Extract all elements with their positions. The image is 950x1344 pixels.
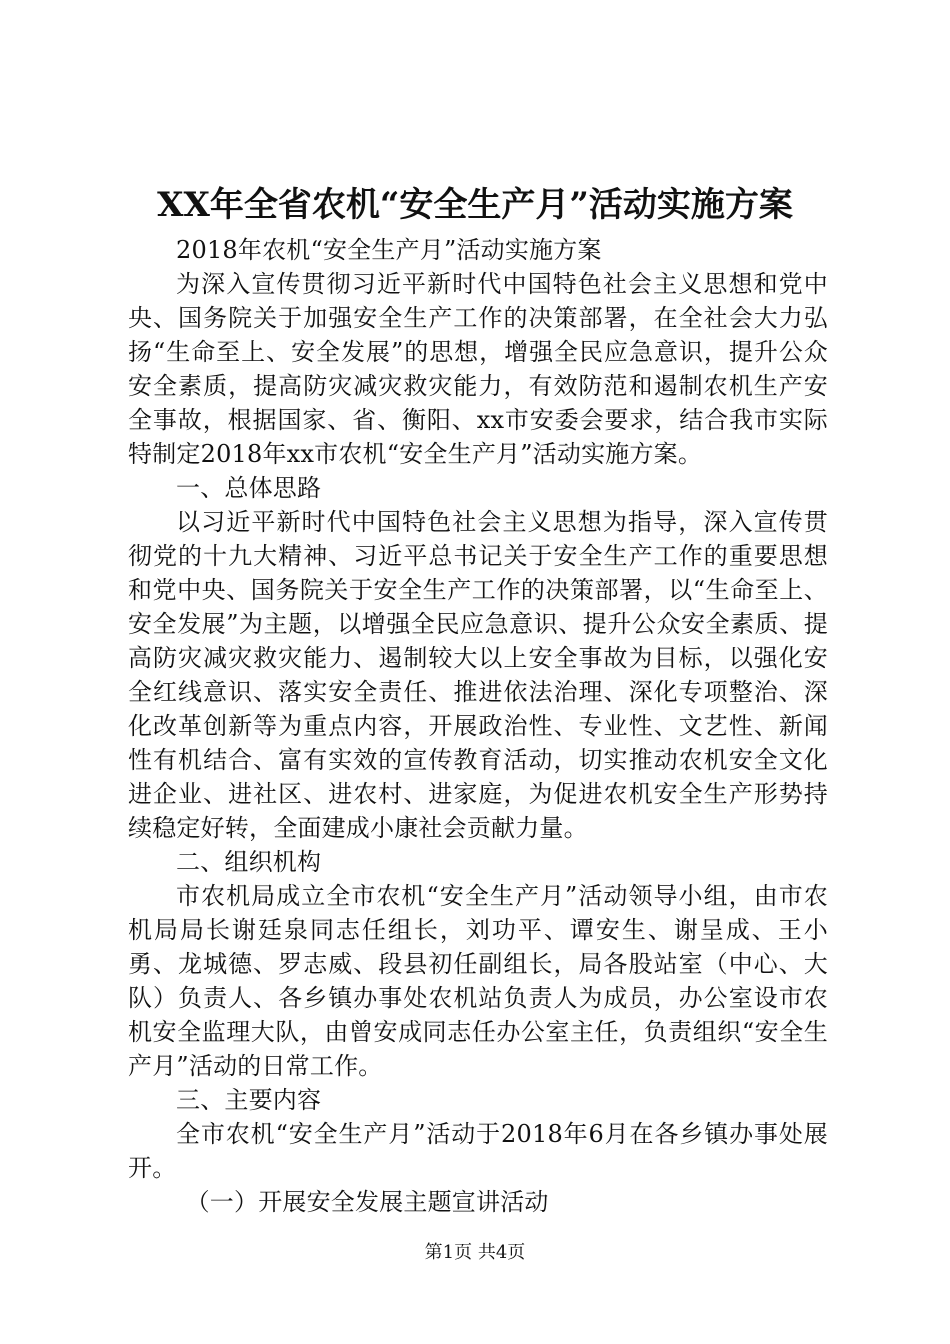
organization-paragraph: 市农机局成立全市农机“安全生产月”活动领导小组，由市农机局局长谢廷泉同志任组长，刘功平、谭安生、谢呈成、王小勇、龙城德、罗志威、段县初任副组长，局各股站室（中心、大队）负责人、各乡镇办事处农机站负责人为成员，办公室设市农机安全监理大队，由曾安成同志任办公室主任，负责组织“安全生产月”活动的日常工作。 — [128, 882, 828, 1080]
page-footer: 第1页 共4页 — [424, 1242, 526, 1263]
subsection-heading-1: （一）开展安全发展主题宣讲活动 — [185, 1188, 549, 1216]
intro-paragraph: 为深入宣传贯彻习近平新时代中国特色社会主义思想和党中央、国务院关于加强安全生产工作的决策部署，在全社会大力弘扬“生命至上、安全发展”的思想，增强全民应急意识，提升公众安全素质，提高防灾减灾救灾能力，有效防范和遏制农机生产安全事故，根据国家、省、衡阳、xx市安委会要求，结合我市实际特制定2018年xx市农机“安全生产月”活动实施方案。 — [128, 270, 828, 468]
section-heading-overall-approach: 一、总体思路 — [176, 474, 322, 502]
section-heading-main-content: 三、主要内容 — [176, 1086, 322, 1114]
document-body — [128, 233, 828, 1219]
main-content-paragraph: 全市农机“安全生产月”活动于2018年6月在各乡镇办事处展开。 — [128, 1120, 828, 1182]
subtitle-paragraph: 2018年农机“安全生产月”活动实施方案 — [176, 236, 602, 264]
overall-approach-paragraph: 以习近平新时代中国特色社会主义思想为指导，深入宣传贯彻党的十九大精神、习近平总书记关于安全生产工作的重要思想和党中央、国务院关于安全生产工作的决策部署，以“生命至上、安全发展”为主题，以增强全民应急意识、提升公众安全素质、提高防灾减灾救灾能力、遏制较大以上安全事故为目标，以强化安全红线意识、落实安全责任、推进依法治理、深化专项整治、深化改革创新等为重点内容，开展政治性、专业性、文艺性、新闻性有机结合、富有实效的宣传教育活动，切实推动农机安全文化进企业、进社区、进农村、进家庭，为促进农机安全生产形势持续稳定好转，全面建成小康社会贡献力量。 — [128, 508, 828, 842]
section-heading-organization: 二、组织机构 — [176, 848, 322, 876]
document-title: XX年全省农机“安全生产月”活动实施方案 — [157, 185, 793, 225]
